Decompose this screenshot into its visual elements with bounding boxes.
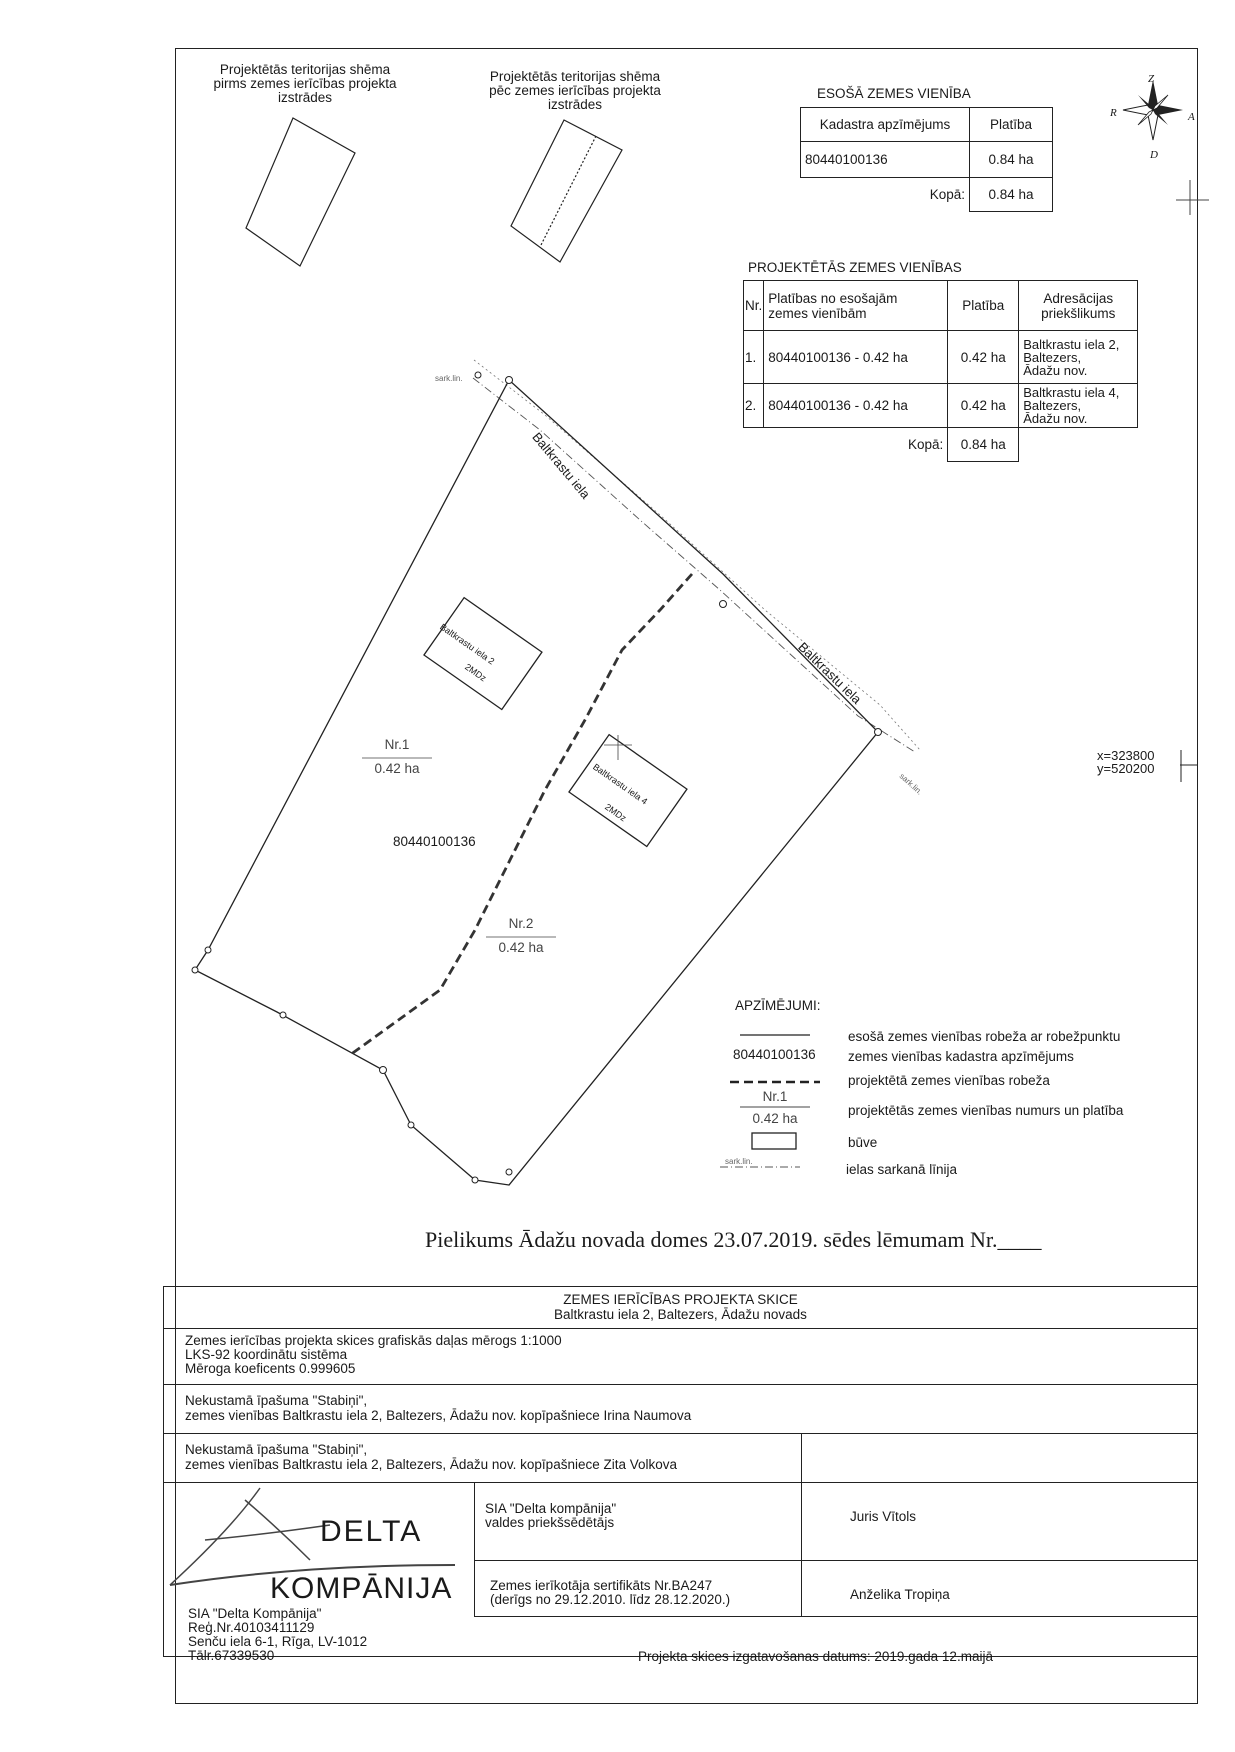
parcel2-number: Nr.2	[508, 916, 534, 931]
header-address: Adresācijas priekšlikums	[1019, 281, 1138, 331]
header-area: Platība	[970, 108, 1053, 142]
legend-text-6: ielas sarkanā līnija	[846, 1162, 958, 1177]
scheme-after-shape	[511, 120, 622, 262]
total-value: 0.84 ha	[948, 428, 1019, 462]
owner1-line-1: Nekustamā īpašuma "Stabiņi",	[185, 1393, 368, 1408]
header-nr: Nr.	[744, 281, 764, 331]
table-row: 1. 80440100136 - 0.42 ha 0.42 ha Baltkrastu iela 2, Baltezers, Ādažu nov.	[744, 331, 1138, 384]
compass-n: Z	[1148, 73, 1155, 85]
owner2-line-1: Nekustamā īpašuma "Stabiņi",	[185, 1442, 368, 1457]
legend-building-symbol	[752, 1133, 796, 1149]
existing-unit-table	[800, 107, 1053, 212]
role1-line-2: valdes priekšsēdētājs	[485, 1515, 615, 1530]
logo-text-bottom: KOMPĀNIJA	[270, 1572, 453, 1605]
coordinate-x: x=323800	[1097, 748, 1155, 763]
compass-w: R	[1110, 107, 1117, 119]
parcel1-area: 0.42 ha	[374, 761, 420, 776]
company-line-2: Reģ.Nr.40103411129	[188, 1620, 315, 1635]
cell-area: 0.84 ha	[970, 142, 1053, 178]
date-line: Projekta skices izgatavošanas datums: 2019.gada 12.maijā	[638, 1649, 993, 1664]
red-line-label-1: sark.lin.	[435, 374, 463, 383]
parcel1-number: Nr.1	[384, 737, 410, 752]
legend-text-3: projektētā zemes vienības robeža	[848, 1073, 1050, 1088]
scheme-before-shape	[246, 118, 355, 266]
compass-s: D	[1150, 149, 1158, 161]
coordinate-y: y=520200	[1097, 761, 1155, 776]
projected-units-title: PROJEKTĒTĀS ZEMES VIENĪBAS	[748, 260, 962, 275]
owner1-line-2: zemes vienības Baltkrastu iela 2, Baltezers, Ādažu nov. kopīpašniece Irina Naumova	[185, 1408, 692, 1423]
scale-line-1: Zemes ierīcības projekta skices grafiskās daļas mērogs 1:1000	[185, 1333, 562, 1348]
compass-e: A	[1188, 111, 1195, 123]
title-heading: ZEMES IERĪCĪBAS PROJEKTA SKICE	[563, 1292, 798, 1307]
cell-cadastre: 80440100136	[801, 142, 970, 178]
owner2-line-2: zemes vienības Baltkrastu iela 2, Baltezers, Ādažu nov. kopīpašniece Zita Volkova	[185, 1457, 678, 1472]
person2-name: Anželika Tropiņa	[850, 1587, 950, 1602]
header-area: Platība	[948, 281, 1019, 331]
role2-line-1: Zemes ierīkotāja sertifikāts Nr.BA247	[490, 1578, 713, 1593]
total-value: 0.84 ha	[970, 178, 1053, 212]
header-area-from: Platības no esošajām zemes vienībām	[764, 281, 948, 331]
company-line-1: SIA "Delta Kompānija"	[188, 1606, 322, 1621]
red-line-label-2: sark.lin.	[897, 771, 925, 797]
logo-text-top: DELTA	[320, 1515, 423, 1548]
role2-line-2: (derīgs no 29.12.2010. līdz 28.12.2020.)	[490, 1592, 731, 1607]
legend-text-4: projektētās zemes vienības numurs un platība	[848, 1103, 1124, 1118]
scheme-after-title: Projektētās teritorijas shēma pēc zemes ierīcības projekta izstrādes	[489, 69, 661, 112]
compass-rose-icon	[1123, 80, 1183, 140]
total-label: Kopā:	[929, 187, 965, 203]
legend-text-1: esošā zemes vienības robeža ar robežpunktu	[848, 1029, 1121, 1044]
parcel2-area: 0.42 ha	[498, 940, 544, 955]
legend-text-5: būve	[848, 1135, 878, 1150]
company-line-3: Senču iela 6-1, Rīga, LV-1012	[188, 1634, 368, 1649]
building-2-name: Baltkrastu iela 4	[591, 761, 650, 807]
parcel-boundary	[195, 380, 878, 1185]
building-2-type: 2MDz	[603, 801, 629, 824]
table-row: 2. 80440100136 - 0.42 ha 0.42 ha Baltkrastu iela 4, Baltezers, Ādažu nov.	[744, 384, 1138, 428]
street-label-2: Baltkrastu iela	[795, 639, 865, 707]
legend-symbol-4-top: Nr.1	[762, 1089, 788, 1104]
legend-symbol-6: sark.lin.	[725, 1157, 753, 1166]
title-subheading: Baltkrastu iela 2, Baltezers, Ādažu novads	[554, 1307, 807, 1322]
scheme-after-divider	[541, 136, 596, 245]
total-label: Kopā:	[907, 437, 944, 453]
building-1-type: 2MDz	[463, 661, 489, 684]
company-line-4: Tālr.67339530	[188, 1648, 275, 1663]
parcel-cadastre-label: 80440100136	[393, 834, 476, 849]
building-1-name: Baltkrastu iela 2	[438, 621, 497, 667]
role1-line-1: SIA "Delta kompānija"	[485, 1501, 617, 1516]
projected-units-table	[743, 280, 1138, 462]
scale-line-3: Mēroga koeficents 0.999605	[185, 1361, 356, 1376]
scheme-before-title: Projektētās teritorijas shēma pirms zemes ierīcības projekta izstrādes	[213, 62, 397, 105]
existing-unit-title: ESOŠĀ ZEMES VIENĪBA	[817, 86, 971, 101]
legend-title: APZĪMĒJUMI:	[735, 998, 821, 1013]
legend-text-2: zemes vienības kadastra apzīmējums	[848, 1049, 1074, 1064]
legend-symbol-2: 80440100136	[733, 1047, 816, 1062]
person1-name: Juris Vītols	[850, 1509, 917, 1524]
annex-note: Pielikums Ādažu novada domes 23.07.2019. sēdes lēmumam Nr.____	[425, 1227, 1042, 1252]
scale-line-2: LKS-92 koordinātu sistēma	[185, 1347, 348, 1362]
street-label-1: Baltkrastu iela	[529, 429, 594, 502]
legend-symbol-4-bottom: 0.42 ha	[752, 1111, 798, 1126]
header-cadastre: Kadastra apzīmējums	[801, 108, 970, 142]
